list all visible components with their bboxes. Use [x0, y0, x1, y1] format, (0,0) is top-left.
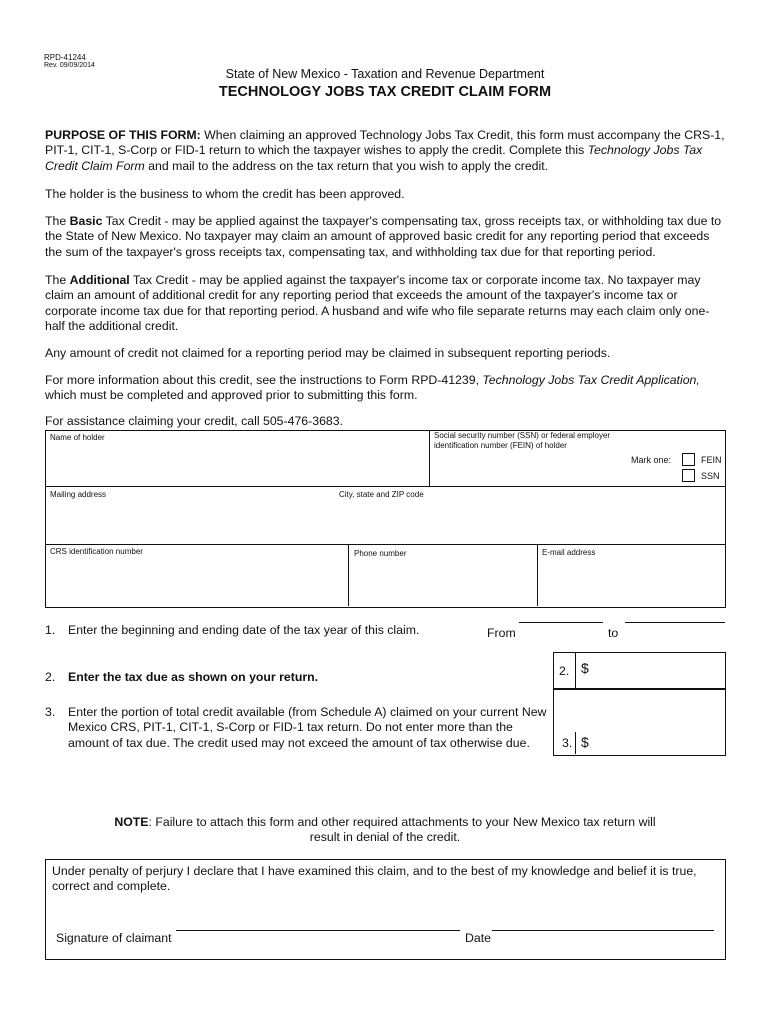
form-revision: Rev. 09/09/2014: [44, 62, 95, 69]
from-label: From: [487, 626, 516, 640]
basic-text: Tax Credit - may be applied against the taxpayer's compensating tax, gross receipts tax, or withholding tax due to the State of New Mexico. No taxpayer may claim an amount of approved basic credit for any reporting period that exceeds the sum of the taxpayer's gross receipts tax, compensating tax, and withholding tax due for that reporting period.: [45, 214, 722, 259]
purpose-text-2: and mail to the address on the tax return that you wish to apply the credit.: [144, 158, 549, 173]
fein-checkbox[interactable]: [682, 453, 695, 466]
info-form-name: Technology Jobs Tax Credit Application,: [482, 373, 700, 387]
city-state-zip-label: City, state and ZIP code: [339, 490, 424, 499]
additional-credit-paragraph: [45, 273, 728, 335]
email-field[interactable]: [540, 561, 722, 604]
fein-label: FEIN: [701, 455, 722, 465]
purpose-label: PURPOSE OF THIS FORM:: [45, 128, 201, 142]
phone-label: Phone number: [354, 549, 407, 558]
info-text-1: For more information about this credit, see the instructions to Form RPD-41239,: [45, 373, 483, 387]
assistance-paragraph: For assistance claiming your credit, call 505-476-3683.: [45, 414, 344, 428]
divider: [429, 430, 430, 486]
additional-prefix: The: [45, 273, 70, 287]
line-1-number: 1.: [45, 623, 56, 637]
from-date-field[interactable]: [519, 622, 603, 623]
additional-text: Tax Credit - may be applied against the taxpayer's income tax or corporate income tax. No taxpayer may claim an amount of additional credit for any reporting period that exceeds the amount of the taxpayer's income tax or corporate income tax due for that reporting period. A husband and wife who file separate returns may each claim only one-half the additional credit.: [45, 273, 710, 334]
signature-label: Signature of claimant: [56, 931, 172, 945]
additional-label: Additional: [69, 273, 130, 287]
basic-prefix: The: [45, 214, 70, 228]
crs-id-label: CRS identification number: [50, 547, 143, 556]
divider: [537, 544, 538, 606]
purpose-text-1: When claiming an approved Technology Jobs Tax Credit, this form must accompany the CRS-1, PIT-1, CIT-1, S-Corp or FID-1 return to which the taxpayer wishes to apply the credit. Complete this: [45, 128, 725, 158]
line-3-text: Enter the portion of total credit available (from Schedule A) claimed on your current New Mexico CRS, PIT-1, CIT-1, S-Corp or FID-1 tax return. Do not enter more than the amount of tax due. The credit used may not exceed the amount of tax otherwise due.: [68, 705, 547, 750]
divider: [45, 486, 725, 487]
note-paragraph: [110, 815, 660, 846]
line-2-dollar-sign: $: [581, 660, 589, 676]
line-2-number: 2.: [45, 670, 56, 684]
info-paragraph: [45, 373, 728, 404]
line-3-box-number: 3.: [562, 736, 573, 750]
form-id: RPD-41244: [44, 53, 86, 62]
mark-one-label: Mark one:: [631, 455, 672, 465]
signature-field[interactable]: [176, 930, 460, 931]
ssn-fein-label: Social security number (SSN) or federal employer identification number (FEIN) of holder: [434, 431, 611, 450]
name-of-holder-field[interactable]: [47, 446, 427, 484]
purpose-paragraph: [45, 128, 728, 174]
ssn-fein-field[interactable]: [432, 453, 622, 483]
note-label: NOTE: [114, 815, 149, 829]
info-text-2: which must be completed and approved prior to submitting this form.: [45, 388, 418, 403]
carryover-paragraph: Any amount of credit not claimed for a reporting period may be claimed in subsequent reporting periods.: [45, 346, 611, 360]
line-2-text: Enter the tax due as shown on your return.: [68, 670, 319, 684]
crs-id-field[interactable]: [47, 560, 345, 604]
line-3-number: 3.: [45, 705, 56, 719]
divider: [575, 732, 576, 754]
mailing-address-label: Mailing address: [50, 490, 107, 499]
mailing-address-field[interactable]: [47, 502, 332, 542]
declaration-text: Under penalty of perjury I declare that I have examined this claim, and to the best of my knowledge and belief it is true, correct and complete.: [52, 864, 697, 894]
line-3-dollar-sign: $: [581, 734, 589, 750]
email-label: E-mail address: [542, 548, 596, 557]
ssn-checkbox[interactable]: [682, 469, 695, 482]
holder-paragraph: The holder is the business to whom the credit has been approved.: [45, 187, 405, 201]
date-label: Date: [465, 931, 491, 945]
line-3-amount-field[interactable]: [595, 732, 721, 752]
name-of-holder-label: Name of holder: [50, 433, 105, 442]
department-name: State of New Mexico - Taxation and Revenue Department: [225, 67, 545, 81]
divider: [575, 652, 576, 689]
line-1-text: Enter the beginning and ending date of the tax year of this claim.: [68, 623, 420, 637]
phone-field[interactable]: [351, 562, 534, 604]
date-field[interactable]: [492, 930, 714, 931]
city-state-zip-field[interactable]: [337, 502, 722, 542]
to-date-field[interactable]: [625, 622, 725, 623]
note-text: : Failure to attach this form and other required attachments to your New Mexico tax return will result in denial of the credit.: [148, 815, 656, 845]
purpose-form-name: Technology Jobs Tax Credit Claim Form: [45, 143, 703, 173]
form-title: TECHNOLOGY JOBS TAX CREDIT CLAIM FORM: [218, 84, 552, 100]
divider: [348, 544, 349, 606]
line-2-box-number: 2.: [559, 664, 570, 678]
basic-label: Basic: [69, 214, 103, 228]
to-label: to: [608, 626, 619, 640]
ssn-label: SSN: [701, 471, 720, 481]
divider: [45, 544, 725, 545]
basic-credit-paragraph: [45, 214, 728, 260]
line-2-amount-field[interactable]: [595, 655, 721, 686]
